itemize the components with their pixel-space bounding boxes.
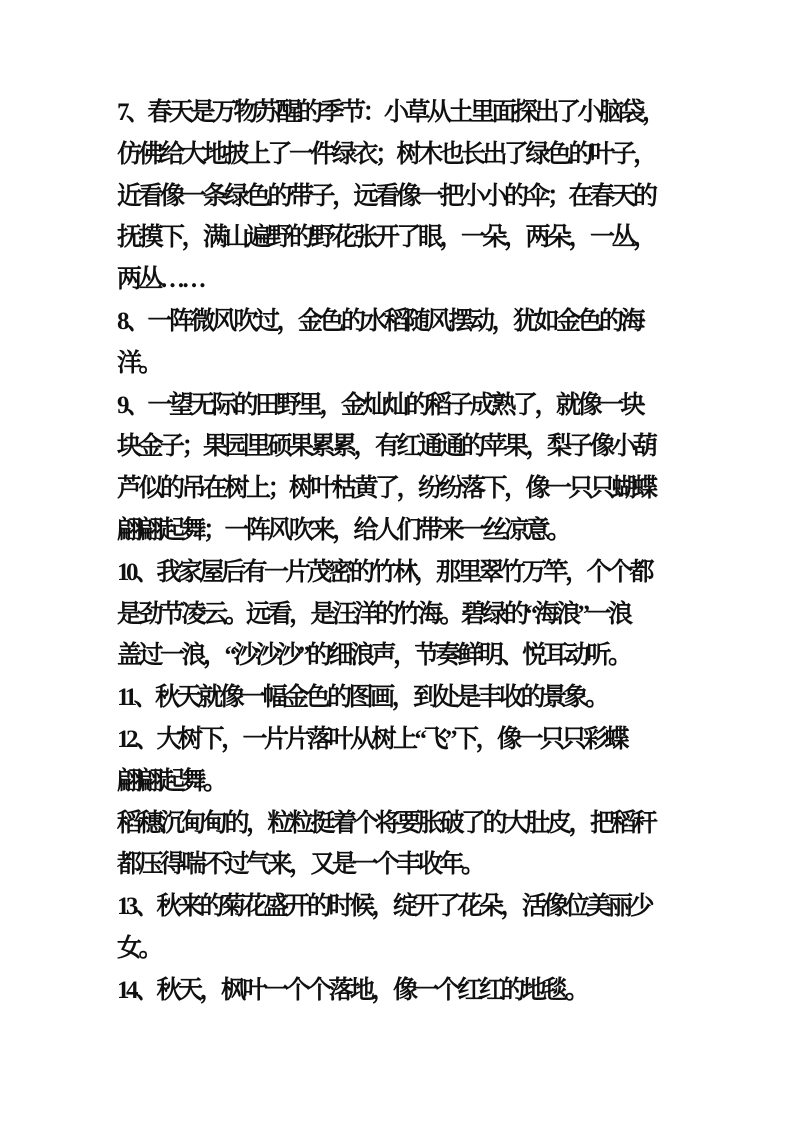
text-line: 翩翩起舞；一阵风吹来，给人们带来一丝凉意。 [117,516,569,544]
paragraph [117,886,683,970]
paragraph [117,677,683,719]
text-line: 翩翩起舞。 [117,767,225,795]
text-line: 8、一阵微风吹过，金色的水稻随风摆动，犹如金色的海 [117,307,643,335]
text-line: 块金子；果园里硕果累累，有红通通的苹果，梨子像小葫 [117,433,655,461]
text-line: 11、秋天就像一幅金色的图画，到处是丰收的景象。 [117,684,607,712]
text-line: 近看像一条绿色的带子，远看像一把小小的伞；在春天的 [117,182,655,210]
text-line: 是劲节凌云。远看，是汪洋的竹海。碧绿的“海浪”一浪 [117,600,630,628]
text-line: 稻穗沉甸甸的，粒粒挺着个将要胀破了的大肚皮，把稻秆 [117,809,655,837]
text-line: 9、一望无际的田野里，金灿灿的稻子成熟了，就像一块 [117,391,643,419]
text-line: 12、大树下，一片片落叶从树上“飞”下，像一只只彩蝶 [117,725,627,753]
text-line: 14、秋天，枫叶一个个落地，像一个红红的地毯。 [117,976,587,1004]
text-line: 13、秋来的菊花盛开的时候，绽开了花朵，活像位美丽少 [117,893,652,921]
text-line: 仿佛给大地披上了一件绿衣；树木也长出了绿色的叶子， [117,140,655,168]
text-line: 都压得喘不过气来，又是一个丰收年。 [117,851,483,879]
paragraph [117,92,683,301]
text-line: 两丛…… [117,266,204,294]
text-line: 洋。 [117,349,161,377]
text-line: 7、春天是万物苏醒的季节：小草从土里面探出了小脑袋， [117,99,664,126]
text-line: 10、我家屋后有一片茂密的竹林，那里翠竹万竿，个个都 [117,558,652,586]
paragraph [117,301,683,385]
paragraph [117,719,683,803]
text-line: 抚摸下，满山遍野的野花张开了眼，一朵，两朵，一丛， [117,224,655,252]
text-line: 女。 [117,934,161,962]
paragraph [117,803,683,887]
paragraph [117,552,683,677]
text-block [117,92,683,1012]
paragraph [117,970,683,1012]
paragraph [117,385,683,552]
text-line: 芦似的吊在树上；树叶枯黄了，纷纷落下，像一只只蝴蝶 [117,475,655,503]
text-line: 盖过一浪，“沙沙沙”的细浪声，节奏鲜明、悦耳动听。 [117,642,630,670]
